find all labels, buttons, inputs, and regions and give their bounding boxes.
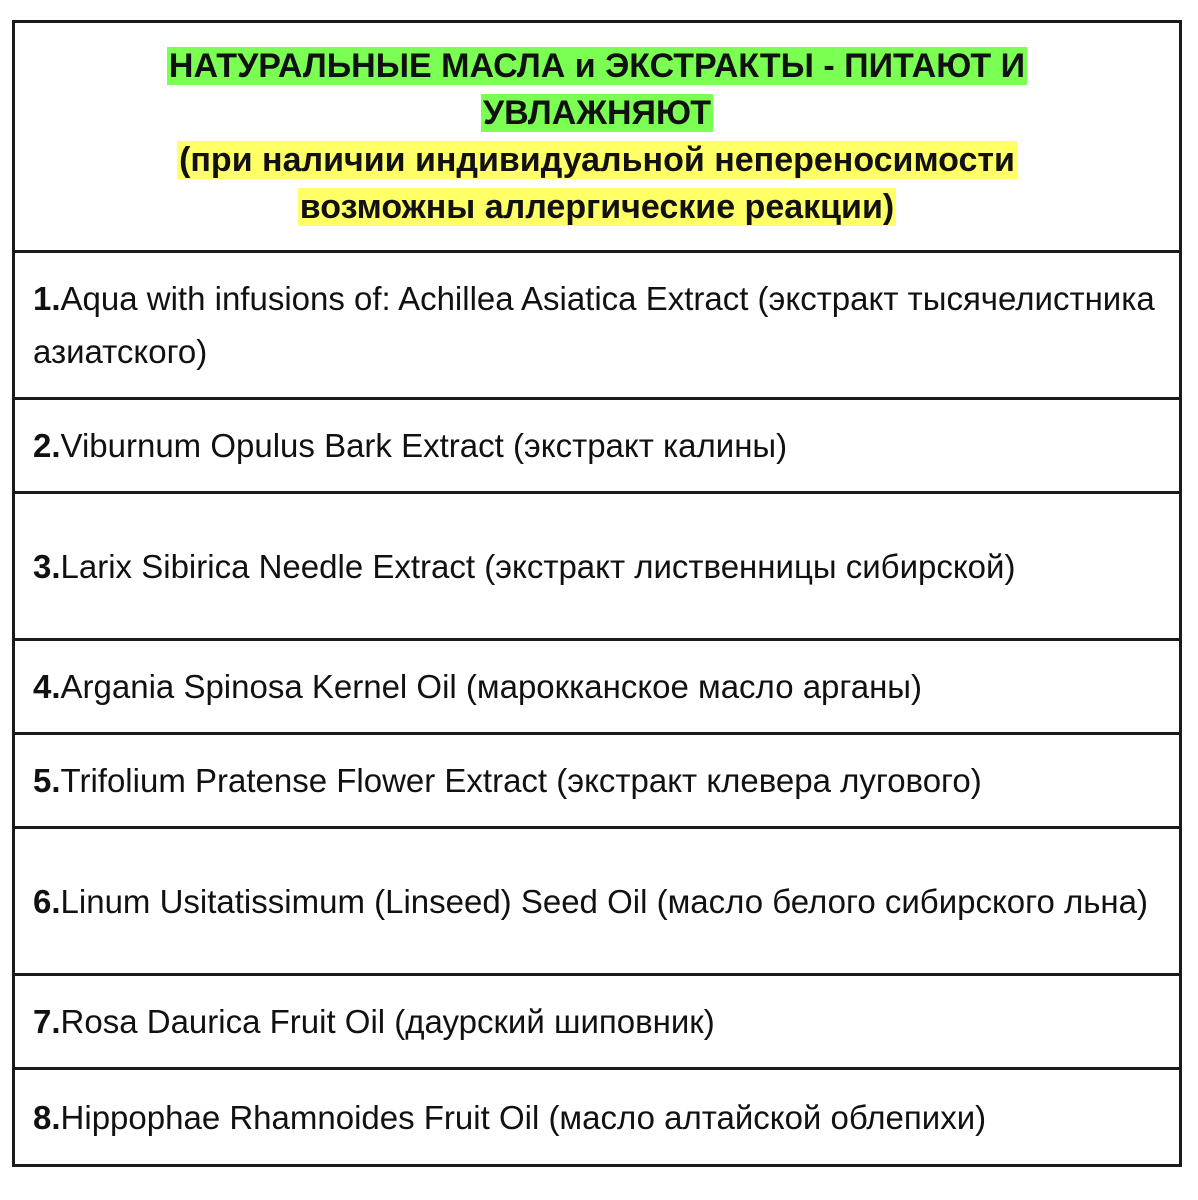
table-row	[15, 494, 1179, 641]
item-text: Hippophae Rhamnoides Fruit Oil (масло алтайской облепихи)	[60, 1098, 987, 1136]
table-header	[15, 23, 1179, 253]
table-row	[15, 253, 1179, 400]
header-title: НАТУРАЛЬНЫЕ МАСЛА и ЭКСТРАКТЫ - ПИТАЮТ И УВЛАЖНЯЮТ	[168, 46, 1026, 132]
item-number: 2.	[33, 427, 61, 464]
item-number: 1.	[33, 280, 61, 317]
header-note-wrap	[97, 137, 1097, 231]
table-row	[15, 1070, 1179, 1164]
row-content	[33, 754, 982, 807]
item-text: Linum Usitatissimum (Linseed) Seed Oil (масло белого сибирского льна)	[60, 882, 1148, 920]
item-text: Aqua with infusions of: Achillea Asiatica Extract (экстракт тысячелистника азиатского)	[33, 280, 1155, 370]
item-number: 4.	[33, 668, 61, 705]
item-number: 7.	[33, 1003, 61, 1040]
item-text: Larix Sibirica Needle Extract (экстракт лиственницы сибирской)	[60, 547, 1016, 585]
table-row	[15, 400, 1179, 494]
header-note: (при наличии индивидуальной непереносимости возможны аллергические реакции)	[179, 140, 1015, 226]
table-row	[15, 829, 1179, 976]
table-row	[15, 641, 1179, 735]
item-number: 3.	[33, 547, 61, 585]
item-number: 6.	[33, 882, 61, 920]
item-number: 5.	[33, 762, 61, 799]
table-row	[15, 976, 1179, 1070]
ingredients-table	[12, 20, 1182, 1167]
row-content	[33, 660, 922, 713]
row-content	[33, 540, 1015, 593]
row-content	[33, 875, 1148, 928]
row-content	[33, 1091, 986, 1144]
item-text: Rosa Daurica Fruit Oil (даурский шиповник)	[60, 1003, 715, 1040]
item-text: Trifolium Pratense Flower Extract (экстракт клевера лугового)	[60, 762, 982, 799]
table-row	[15, 735, 1179, 829]
row-content	[33, 995, 715, 1048]
row-content	[33, 419, 787, 472]
item-text: Viburnum Opulus Bark Extract (экстракт калины)	[60, 427, 788, 464]
item-number: 8.	[33, 1098, 61, 1136]
item-text: Argania Spinosa Kernel Oil (марокканское масло арганы)	[60, 668, 923, 705]
row-content	[33, 272, 1161, 378]
header-title-wrap	[97, 43, 1097, 137]
